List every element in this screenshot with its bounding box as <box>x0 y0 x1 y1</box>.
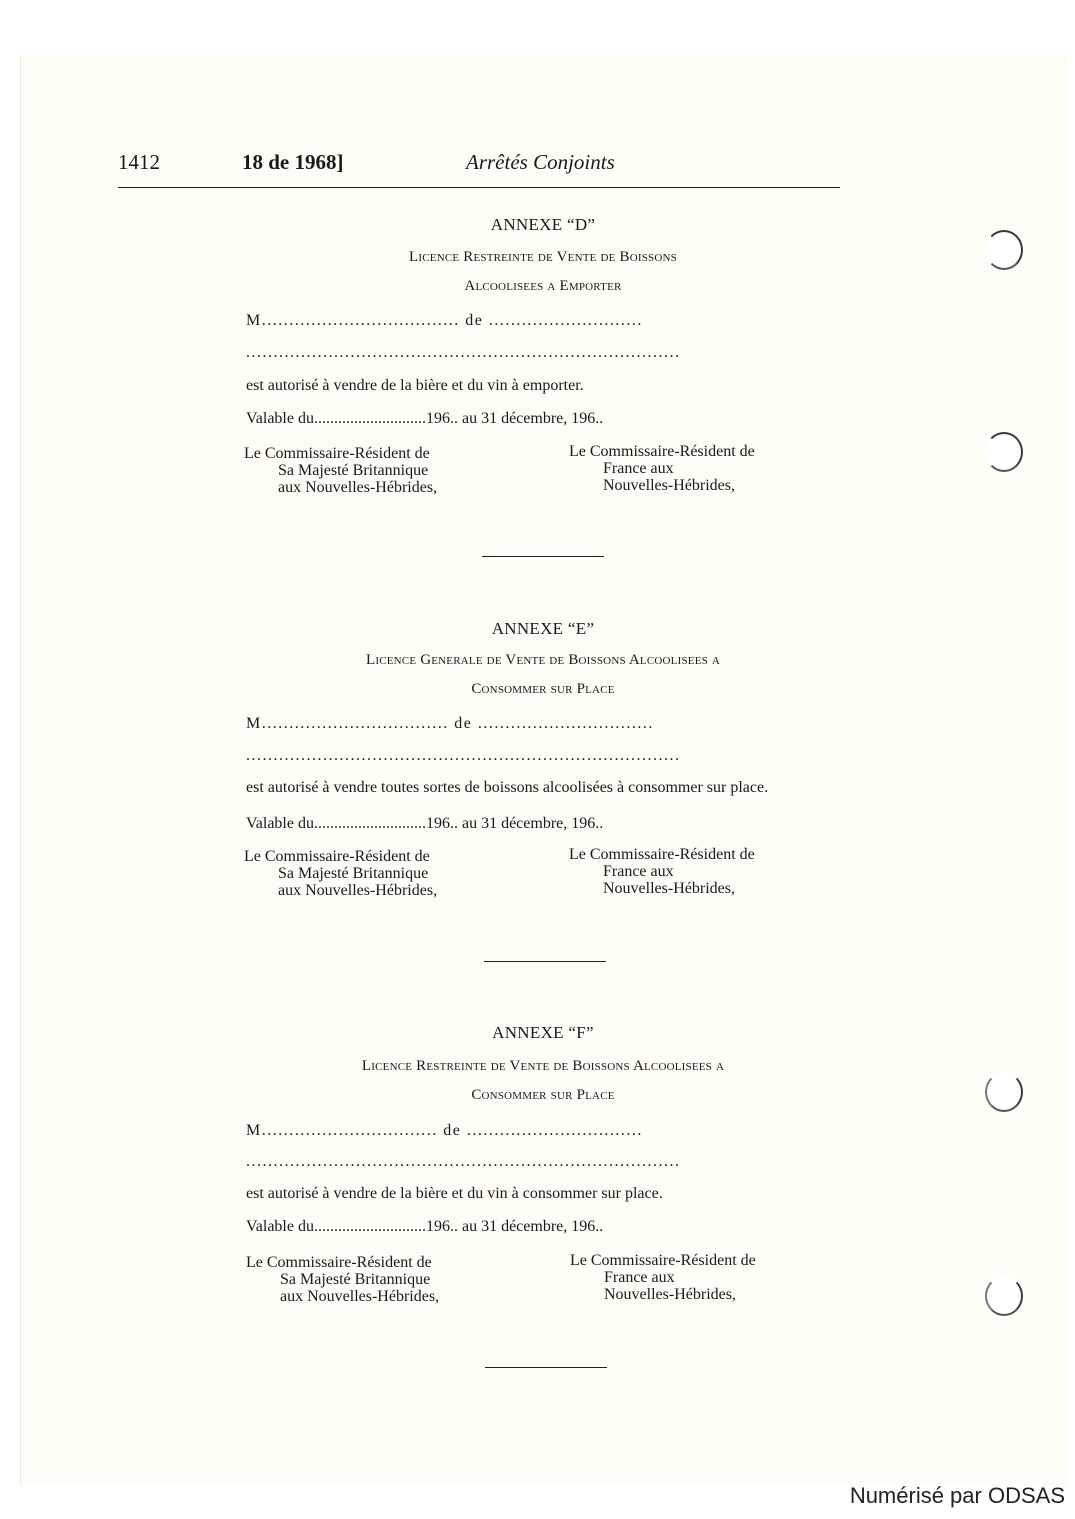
signature-line: aux Nouvelles-Hébrides, <box>280 1288 440 1305</box>
signature-line: aux Nouvelles-Hébrides, <box>278 479 438 496</box>
annex-f-name-line: M................................ de ................................ <box>246 1122 643 1139</box>
annex-e-dotted-line: ............................................................................... <box>246 747 681 764</box>
annex-d-name-line: M.................................... de ............................ <box>246 312 643 329</box>
signature-line: France aux <box>604 1269 675 1286</box>
annex-d-signature-right <box>569 443 755 494</box>
signature-line: France aux <box>603 460 674 477</box>
punch-hole-icon <box>985 1072 1023 1112</box>
annex-e-signature-right <box>569 846 755 897</box>
signature-line: Le Commissaire-Résident de <box>244 848 430 865</box>
annex-d-dotted-line: ............................................................................... <box>246 344 681 361</box>
annex-e-validity: Valable du............................196.. au 31 décembre, 196.. <box>246 815 604 832</box>
annex-d-subtitle-1: Licence Restreinte de Vente de Boissons <box>409 249 677 265</box>
signature-line: Sa Majesté Britannique <box>278 462 429 479</box>
annex-d-signature-left <box>244 445 437 496</box>
annex-d-title: ANNEXE “D” <box>490 215 596 234</box>
annex-f-subtitle-2: Consommer sur Place <box>471 1087 615 1103</box>
annex-e-signature-left <box>244 848 437 899</box>
annex-f-validity: Valable du............................196.. au 31 décembre, 196.. <box>246 1218 604 1235</box>
signature-line: Le Commissaire-Résident de <box>569 443 755 460</box>
signature-line: Le Commissaire-Résident de <box>569 846 755 863</box>
punch-hole-icon <box>985 432 1023 472</box>
annex-f-title: ANNEXE “F” <box>492 1023 594 1042</box>
signature-line: Nouvelles-Hébrides, <box>603 477 735 494</box>
separator-rule <box>485 1367 607 1368</box>
header-rule <box>118 187 840 188</box>
scanned-page <box>20 55 1068 1485</box>
signature-line: Le Commissaire-Résident de <box>244 445 430 462</box>
annex-d-subtitle-2: Alcoolisees a Emporter <box>464 278 622 294</box>
page-title: Arrêtés Conjoints <box>466 150 615 174</box>
annex-f-dotted-line: ............................................................................... <box>246 1153 681 1170</box>
page-number: 1412 <box>118 150 160 174</box>
signature-line: Le Commissaire-Résident de <box>570 1252 756 1269</box>
annex-f-signature-left <box>246 1254 439 1305</box>
punch-hole-icon <box>985 230 1023 270</box>
annex-e-subtitle-1: Licence Generale de Vente de Boissons Alcoolisees a <box>365 652 721 668</box>
signature-line: France aux <box>603 863 674 880</box>
signature-line: Le Commissaire-Résident de <box>246 1254 432 1271</box>
digitization-credit: Numérisé par ODSAS <box>849 1483 1065 1508</box>
annex-e-authorization: est autorisé à vendre toutes sortes de boissons alcoolisées à consommer sur place. <box>246 779 769 796</box>
separator-rule <box>484 961 606 962</box>
annex-f-signature-right <box>570 1252 756 1303</box>
signature-line: Nouvelles-Hébrides, <box>603 880 735 897</box>
signature-line: Nouvelles-Hébrides, <box>604 1286 736 1303</box>
punch-hole-icon <box>985 1276 1023 1316</box>
annex-e-subtitle-2: Consommer sur Place <box>471 681 615 697</box>
signature-line: aux Nouvelles-Hébrides, <box>278 882 438 899</box>
annex-e-name-line: M.................................. de ................................ <box>246 715 654 732</box>
signature-line: Sa Majesté Britannique <box>278 865 429 882</box>
page-reference: 18 de 1968] <box>242 150 344 174</box>
annex-d-authorization: est autorisé à vendre de la bière et du vin à emporter. <box>246 377 584 394</box>
annex-e-title: ANNEXE “E” <box>491 619 595 638</box>
annex-f-authorization: est autorisé à vendre de la bière et du vin à consommer sur place. <box>246 1185 663 1202</box>
separator-rule <box>482 556 604 557</box>
signature-line: Sa Majesté Britannique <box>280 1271 431 1288</box>
annex-f-subtitle-1: Licence Restreinte de Vente de Boissons Alcoolisees a <box>361 1058 725 1074</box>
annex-d-validity: Valable du............................196.. au 31 décembre, 196.. <box>246 410 604 427</box>
